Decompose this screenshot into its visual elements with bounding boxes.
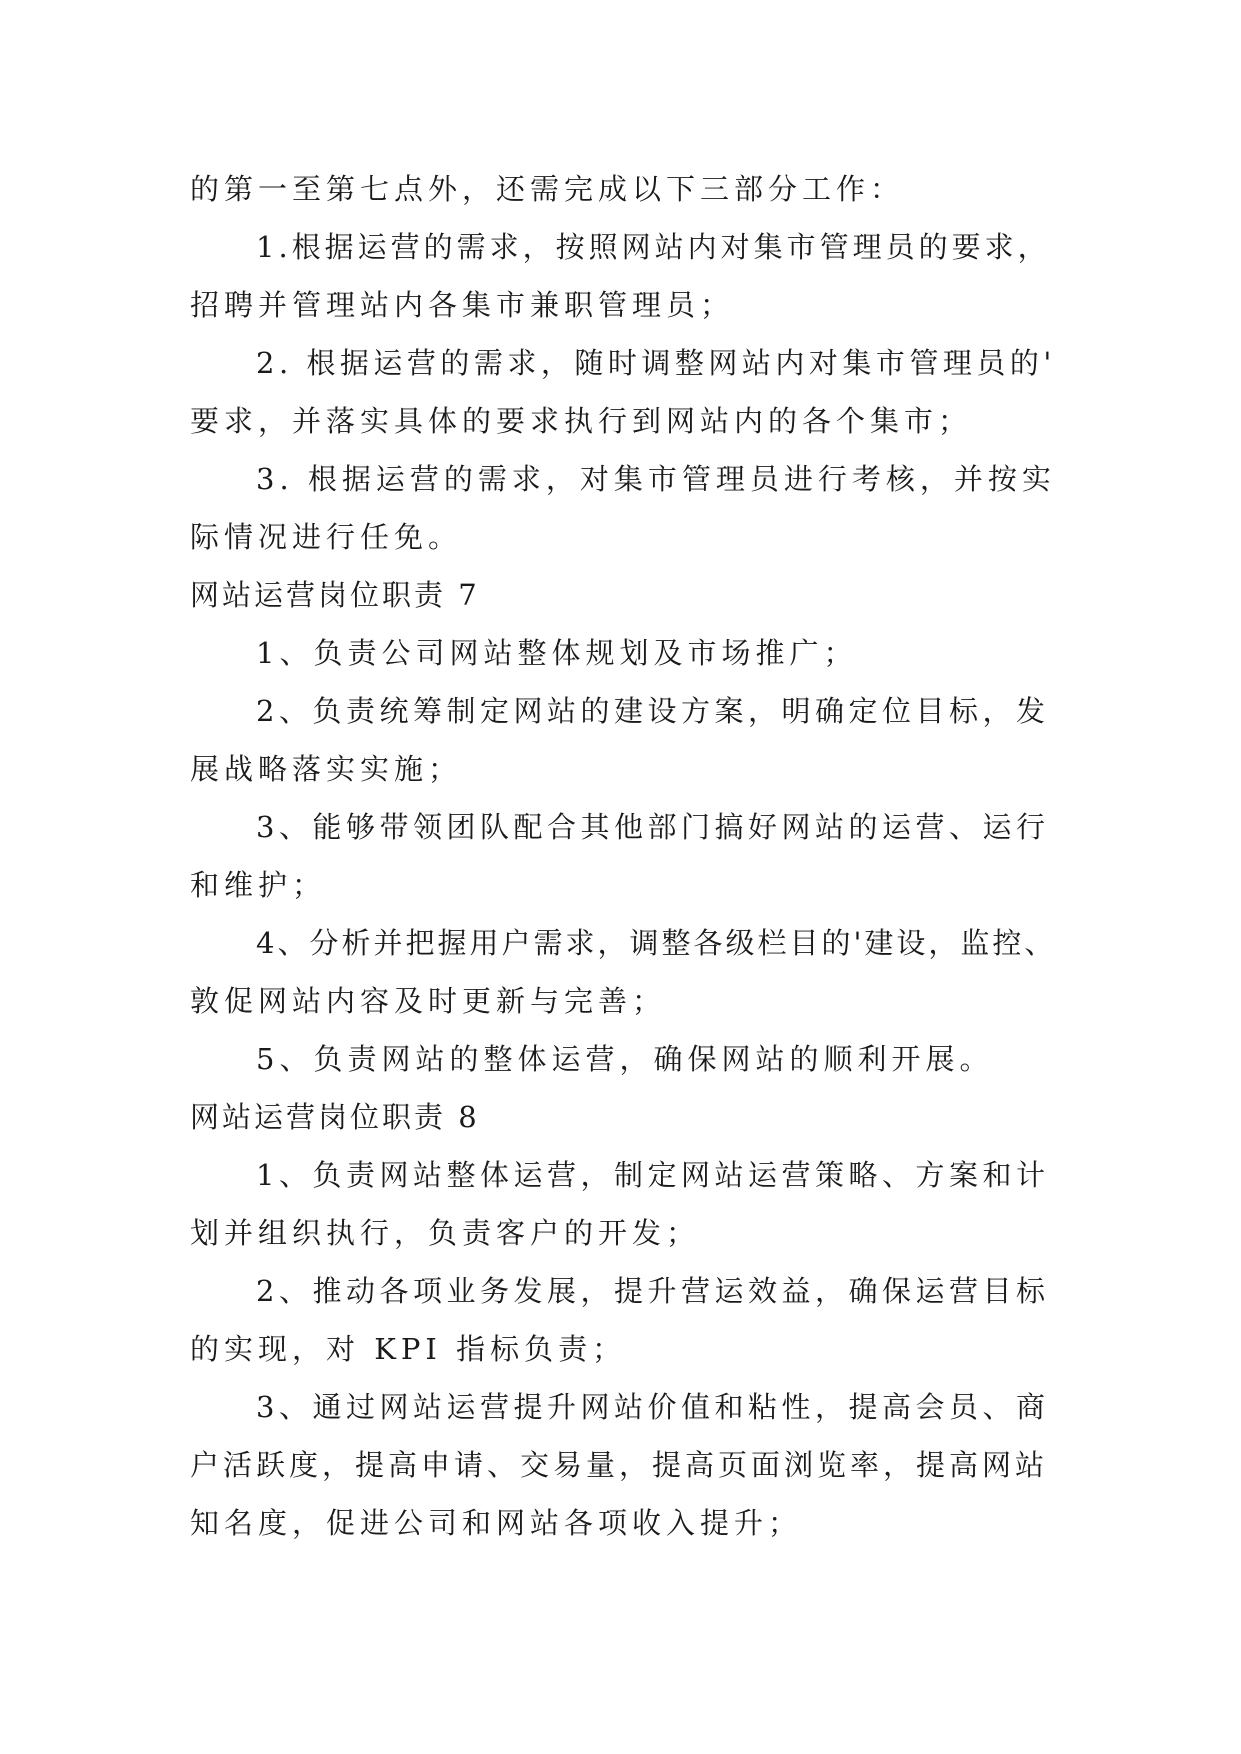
text-line: 3、通过网站运营提升网站价值和粘性，提高会员、商 — [256, 1390, 1050, 1424]
text-line: 2. 根据运营的需求，随时调整网站内对集市管理员的' — [256, 346, 1056, 380]
text-line: 的第一至第七点外，还需完成以下三部分工作： — [190, 172, 905, 206]
text-line: 5、负责网站的整体运营，确保网站的顺利开展。 — [256, 1042, 994, 1076]
text-line: 1、负责网站整体运营，制定网站运营策略、方案和计 — [256, 1158, 1050, 1192]
text-line: 3、能够带领团队配合其他部门搞好网站的运营、运行 — [256, 810, 1050, 844]
text-line: 3. 根据运营的需求，对集市管理员进行考核，并按实 — [256, 462, 1056, 496]
text-line: 知名度，促进公司和网站各项收入提升； — [190, 1506, 803, 1540]
text-line: 招聘并管理站内各集市兼职管理员； — [190, 288, 735, 322]
section-heading: 网站运营岗位职责 7 — [190, 578, 480, 612]
text-line: 和维护； — [190, 868, 327, 902]
text-line: 展战略落实实施； — [190, 752, 463, 786]
text-line: 要求，并落实具体的要求执行到网站内的各个集市； — [190, 404, 973, 438]
text-line: 际情况进行任免。 — [190, 520, 463, 554]
document-body — [190, 160, 1060, 1552]
text-line: 1、负责公司网站整体规划及市场推广； — [256, 636, 858, 670]
text-line: 户活跃度，提高申请、交易量，提高页面浏览率，提高网站 — [190, 1448, 1049, 1482]
text-line: 4、分析并把握用户需求，调整各级栏目的'建设，监控、 — [256, 926, 1057, 960]
text-line: 划并组织执行，负责客户的开发； — [190, 1216, 701, 1250]
text-line: 敦促网站内容及时更新与完善； — [190, 984, 667, 1018]
section-heading: 网站运营岗位职责 8 — [190, 1100, 480, 1134]
text-line: 2、推动各项业务发展，提升营运效益，确保运营目标 — [256, 1274, 1050, 1308]
text-line: 的实现，对 KPI 指标负责； — [190, 1332, 627, 1366]
text-line: 2、负责统筹制定网站的建设方案，明确定位目标，发 — [256, 694, 1050, 728]
text-line: 1.根据运营的需求，按照网站内对集市管理员的要求， — [256, 230, 1051, 264]
